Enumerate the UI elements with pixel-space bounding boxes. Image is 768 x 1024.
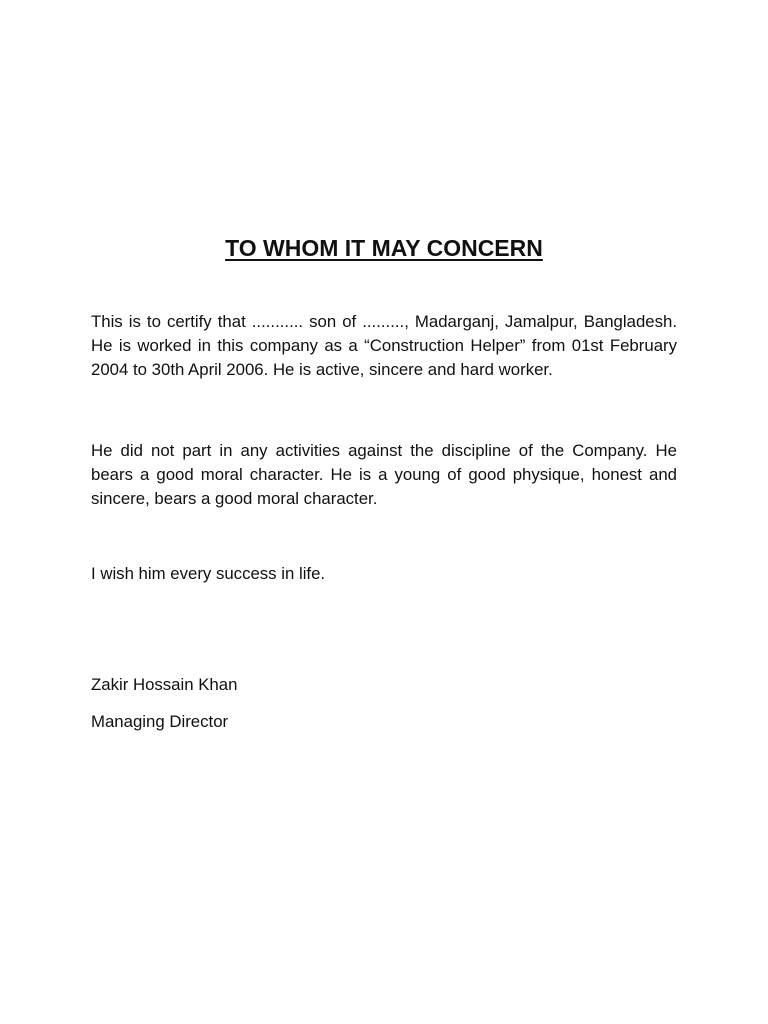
document-title: TO WHOM IT MAY CONCERN — [225, 235, 543, 261]
signatory-name: Zakir Hossain Khan — [91, 675, 238, 694]
closing-wish-paragraph: I wish him every success in life. — [91, 564, 326, 583]
certification-paragraph: This is to certify that ........... son of ........., Madarganj, Jamalpur, Bangladesh. He is worked in this company as a “Construction Helper” from 01st February 2004 to 30th April 2006. He is active, sincere and hard worker. — [91, 312, 677, 380]
signatory-designation: Managing Director — [91, 712, 229, 731]
character-paragraph: He did not part in any activities against the discipline of the Company. He bears a good moral character. He is a young of good physique, honest and sincere, bears a good moral character. — [91, 441, 677, 509]
